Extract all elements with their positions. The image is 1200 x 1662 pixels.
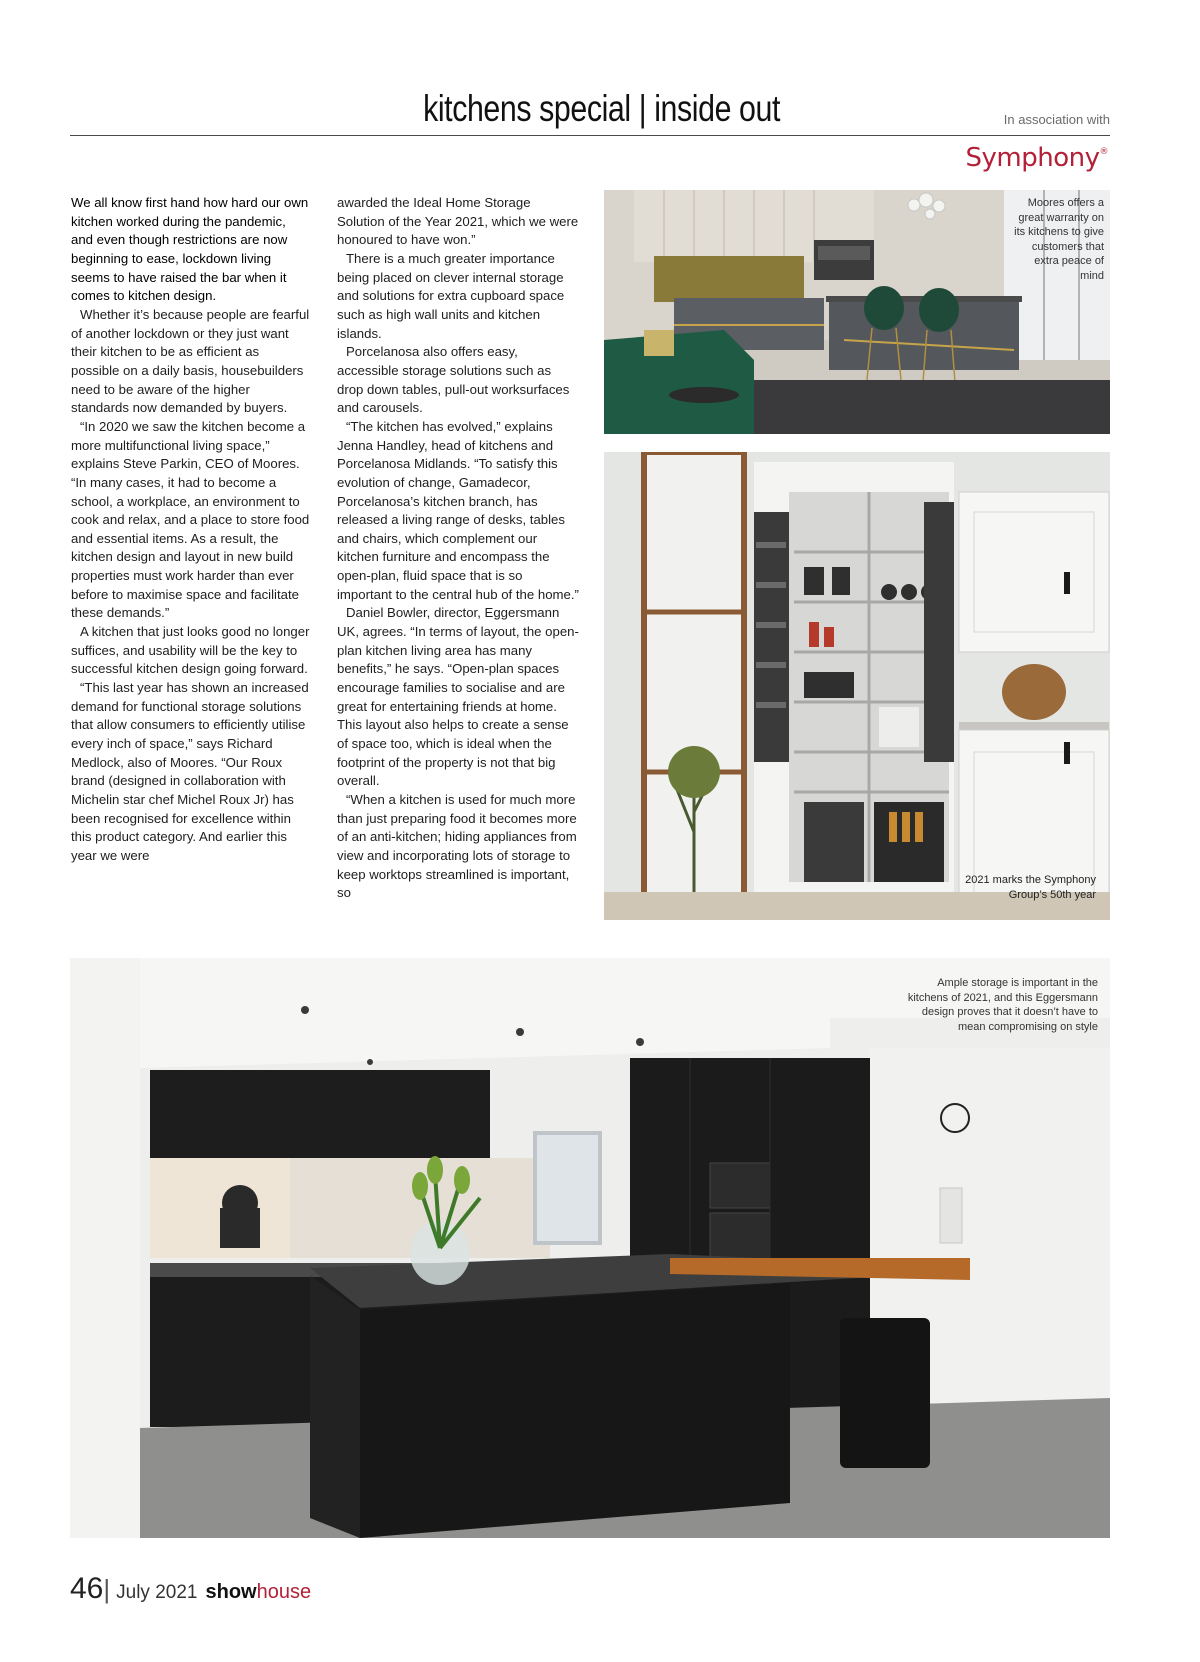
paragraph: “This last year has shown an increased demand for functional storage solutions that allow consumers to efficiently utilise every inch of space,” says Richard Medlock, also of Moores. “Our Roux brand (designed in collaboration with Michelin star chef Michel Roux Jr) has been recognised for excellence within this product category. And earlier this year we were xyxy=(71,680,309,863)
photo-moores-kitchen xyxy=(604,190,1110,434)
masthead-show: show xyxy=(205,1581,257,1603)
lead-paragraph: We all know first hand how hard our own kitchen worked during the pandemic, and even though restrictions are now beginning to ease, lockdown living seems to have raised the bar when it comes to kitchen design. xyxy=(71,195,309,304)
paragraph: “In 2020 we saw the kitchen become a more multifunctional living space,” explains Steve Parkin, CEO of Moores. “In many cases, it had to become a school, a workplace, an environment to cook and relax, and a place to store food and essential items. As a result, the kitchen design and layout in new build properties must work harder than ever before to maximise space and facilitate these demands.” xyxy=(71,418,310,621)
article-column-1 xyxy=(71,194,311,866)
header-rule xyxy=(70,135,1110,136)
paragraph: “The kitchen has evolved,” explains Jenna Handley, head of kitchens and Porcelanosa Midlands. “To satisfy this evolution of change, Gamadecor, Porcelanosa’s kitchen branch, has released a living range of desks, tables and chairs, which complement our kitchen furniture and encompass the open-plan, fluid space that is so important to the central hub of the home.” xyxy=(337,418,579,602)
photo-caption: Moores offers a great warranty on its kitchens to give customers that extra peace of mind xyxy=(1014,197,1104,282)
registered-mark: ® xyxy=(1099,147,1108,157)
photo-symphony-larder xyxy=(604,452,1110,920)
masthead-house: house xyxy=(256,1581,312,1603)
paragraph: awarded the Ideal Home Storage Solution of the Year 2021, which we were honoured to have won.” xyxy=(337,195,579,248)
paragraph: Daniel Bowler, director, Eggersmann UK, agrees. “In terms of layout, the open-plan kitchen living area has many benefits,” he says. “Open-plan spaces encourage families to socialise and are great for entertaining friends at home. This layout also helps to create a sense of space too, which is ideal when the footprint of the property is not that big overall. xyxy=(337,605,579,789)
footer-separator: | xyxy=(103,1574,111,1604)
photo-eggersmann-kitchen xyxy=(70,958,1110,1538)
association-label: In association with xyxy=(1003,112,1110,127)
paragraph: Porcelanosa also offers easy, accessible storage solutions such as drop down tables, pull-out worksurfaces and carousels. xyxy=(337,344,570,416)
paragraph: A kitchen that just looks good no longer suffices, and usability will be the key to successful kitchen design going forward. xyxy=(71,624,310,677)
page-number: 46 xyxy=(70,1572,104,1605)
paragraph: “When a kitchen is used for much more than just preparing food it becomes more of an anti-kitchen; hiding appliances from view and incorporating lots of storage to keep worktops streamlined is important, so xyxy=(337,792,577,901)
logo-text: Symphony xyxy=(965,143,1100,173)
section-title: kitchens special | inside out xyxy=(423,88,780,129)
larder-illustration xyxy=(604,452,1110,920)
issue-date: July 2021 xyxy=(116,1582,198,1603)
paragraph: There is a much greater importance being placed on clever internal storage and solutions for extra cupboard space such as high wall units and kitchen islands. xyxy=(337,250,565,341)
eggersmann-kitchen-illustration xyxy=(70,958,1110,1538)
paragraph: Whether it’s because people are fearful of another lockdown or they just want their kitchen to be as efficient as possible on a daily basis, housebuilders need to be aware of the higher standards now demanded by buyers. xyxy=(71,306,310,416)
symphony-logo xyxy=(966,143,1108,173)
photo-caption: 2021 marks the Symphony Group’s 50th year xyxy=(965,874,1096,901)
article-column-2 xyxy=(337,194,579,903)
page-footer xyxy=(70,1572,311,1606)
photo-caption: Ample storage is important in the kitchens of 2021, and this Eggersmann design proves that it doesn’t have to mean compromising on style xyxy=(907,977,1098,1033)
